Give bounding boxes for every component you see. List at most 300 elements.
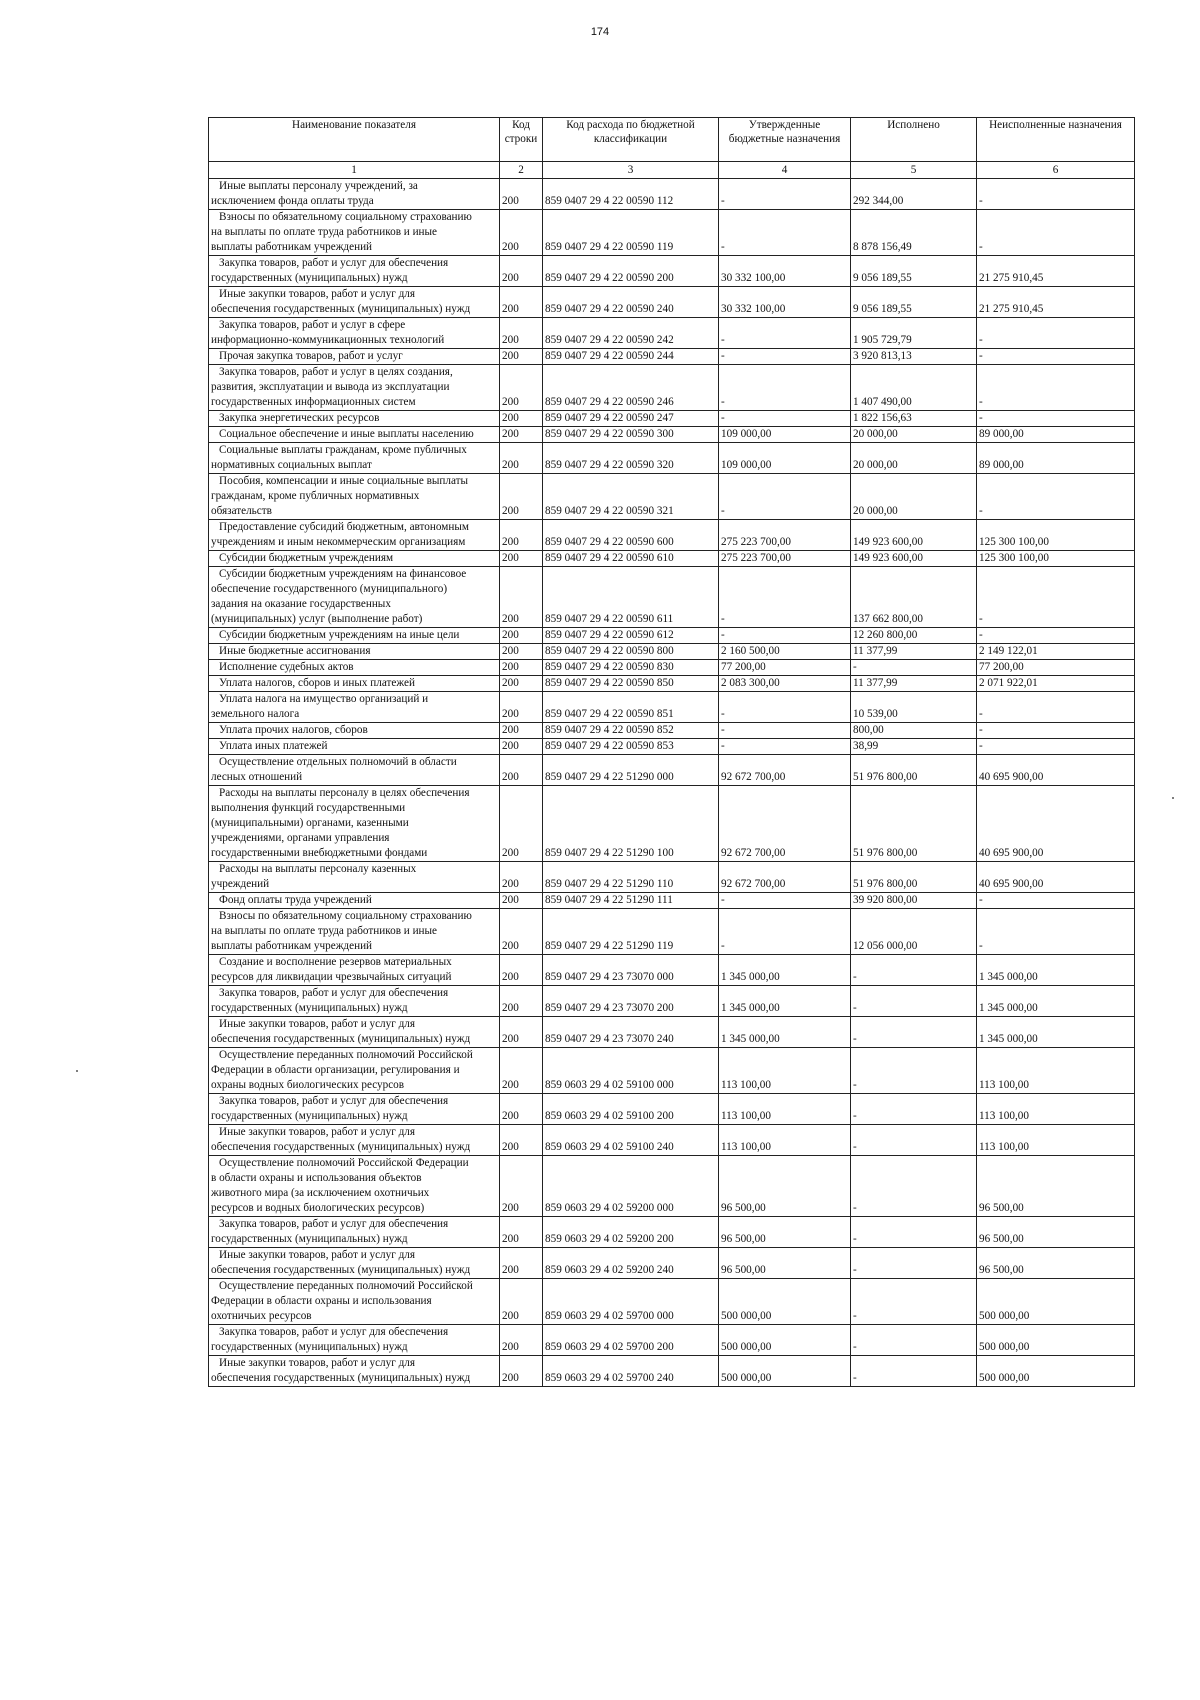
budget-classification-code: 859 0407 29 4 22 00590 853: [543, 739, 719, 755]
table-row: [209, 676, 1135, 692]
table-row: [209, 862, 1135, 893]
indicator-name-text: Закупка товаров, работ и услуг для обеспечения государственных (муниципальных) нужд: [211, 987, 449, 1014]
column-number: 4: [719, 162, 851, 179]
indicator-name: [209, 365, 500, 411]
indicator-name: [209, 411, 500, 427]
executed-amount: 1 822 156,63: [851, 411, 977, 427]
unexecuted-amount: 2 149 122,01: [977, 644, 1135, 660]
table-row: [209, 443, 1135, 474]
indicator-name-text: Взносы по обязательному социальному страхованию на выплаты по оплате труда работников и иные выплаты работникам учреждений: [211, 211, 472, 253]
header-row: [209, 118, 1135, 162]
budget-classification-code: 859 0603 29 4 02 59700 000: [543, 1279, 719, 1325]
scan-speck: [76, 1070, 78, 1072]
table-row: [209, 520, 1135, 551]
budget-classification-code: 859 0407 29 4 22 00590 119: [543, 210, 719, 256]
indicator-name-text: Закупка товаров, работ и услуг в сфере информационно-коммуникационных технологий: [211, 319, 445, 346]
budget-classification-code: 859 0603 29 4 02 59700 200: [543, 1325, 719, 1356]
indicator-name-text: Иные закупки товаров, работ и услуг для обеспечения государственных (муниципальных) нужд: [211, 1249, 471, 1276]
indicator-name: [209, 893, 500, 909]
unexecuted-amount: -: [977, 692, 1135, 723]
executed-amount: 1 905 729,79: [851, 318, 977, 349]
unexecuted-amount: -: [977, 723, 1135, 739]
budget-classification-code: 859 0407 29 4 22 00590 851: [543, 692, 719, 723]
indicator-name-text: Закупка товаров, работ и услуг для обеспечения государственных (муниципальных) нужд: [211, 257, 449, 284]
table-row: [209, 786, 1135, 862]
approved-amount: 96 500,00: [719, 1156, 851, 1217]
line-code: 200: [500, 1048, 543, 1094]
unexecuted-amount: 1 345 000,00: [977, 955, 1135, 986]
table-row: [209, 1217, 1135, 1248]
indicator-name-text: Социальные выплаты гражданам, кроме публичных нормативных социальных выплат: [211, 444, 467, 471]
indicator-name: [209, 287, 500, 318]
approved-amount: -: [719, 739, 851, 755]
approved-amount: -: [719, 318, 851, 349]
indicator-name: [209, 567, 500, 628]
approved-amount: 2 160 500,00: [719, 644, 851, 660]
unexecuted-amount: 96 500,00: [977, 1217, 1135, 1248]
indicator-name-text: Расходы на выплаты персоналу в целях обеспечения выполнения функций государственными (муниципальными) органами, казенными учреждениями, органами управления государственными внебюджетными фондами: [211, 787, 470, 859]
line-code: 200: [500, 287, 543, 318]
column-header-name: Наименование показателя: [209, 118, 500, 162]
unexecuted-amount: 113 100,00: [977, 1048, 1135, 1094]
budget-classification-code: 859 0603 29 4 02 59200 000: [543, 1156, 719, 1217]
unexecuted-amount: 40 695 900,00: [977, 862, 1135, 893]
executed-amount: 20 000,00: [851, 427, 977, 443]
table-row: [209, 365, 1135, 411]
line-code: 200: [500, 1248, 543, 1279]
budget-classification-code: 859 0603 29 4 02 59200 200: [543, 1217, 719, 1248]
approved-amount: -: [719, 567, 851, 628]
column-number: 5: [851, 162, 977, 179]
budget-classification-code: 859 0407 29 4 22 51290 119: [543, 909, 719, 955]
executed-amount: 38,99: [851, 739, 977, 755]
line-code: 200: [500, 210, 543, 256]
indicator-name: [209, 443, 500, 474]
executed-amount: 800,00: [851, 723, 977, 739]
table-row: [209, 1356, 1135, 1387]
budget-classification-code: 859 0407 29 4 23 73070 200: [543, 986, 719, 1017]
unexecuted-amount: 96 500,00: [977, 1248, 1135, 1279]
line-code: 200: [500, 1217, 543, 1248]
budget-classification-code: 859 0407 29 4 22 00590 611: [543, 567, 719, 628]
unexecuted-amount: 113 100,00: [977, 1125, 1135, 1156]
approved-amount: 2 083 300,00: [719, 676, 851, 692]
executed-amount: 12 056 000,00: [851, 909, 977, 955]
unexecuted-amount: -: [977, 893, 1135, 909]
indicator-name: [209, 1325, 500, 1356]
budget-execution-table: [208, 117, 1135, 1387]
table-row: [209, 256, 1135, 287]
indicator-name-text: Уплата иных платежей: [219, 740, 328, 752]
column-number: 3: [543, 162, 719, 179]
line-code: 200: [500, 567, 543, 628]
table-row: [209, 551, 1135, 567]
line-code: 200: [500, 551, 543, 567]
indicator-name-text: Иные бюджетные ассигнования: [219, 645, 371, 657]
indicator-name: [209, 427, 500, 443]
unexecuted-amount: 1 345 000,00: [977, 1017, 1135, 1048]
unexecuted-amount: 125 300 100,00: [977, 520, 1135, 551]
unexecuted-amount: 40 695 900,00: [977, 786, 1135, 862]
approved-amount: 109 000,00: [719, 427, 851, 443]
executed-amount: 51 976 800,00: [851, 862, 977, 893]
table-header: [209, 118, 1135, 179]
indicator-name-text: Уплата налогов, сборов и иных платежей: [219, 677, 415, 689]
line-code: 200: [500, 986, 543, 1017]
table-row: [209, 411, 1135, 427]
table-row: [209, 660, 1135, 676]
approved-amount: 1 345 000,00: [719, 986, 851, 1017]
executed-amount: -: [851, 1279, 977, 1325]
approved-amount: 96 500,00: [719, 1217, 851, 1248]
executed-amount: 51 976 800,00: [851, 786, 977, 862]
indicator-name-text: Субсидии бюджетным учреждениям: [219, 552, 394, 564]
approved-amount: 275 223 700,00: [719, 520, 851, 551]
executed-amount: 292 344,00: [851, 179, 977, 210]
indicator-name: [209, 628, 500, 644]
indicator-name-text: Пособия, компенсации и иные социальные выплаты гражданам, кроме публичных нормативных обязательств: [211, 475, 469, 517]
budget-classification-code: 859 0407 29 4 23 73070 240: [543, 1017, 719, 1048]
indicator-name-text: Закупка товаров, работ и услуг для обеспечения государственных (муниципальных) нужд: [211, 1218, 449, 1245]
indicator-name-text: Закупка товаров, работ и услуг для обеспечения государственных (муниципальных) нужд: [211, 1095, 449, 1122]
budget-classification-code: 859 0407 29 4 22 00590 852: [543, 723, 719, 739]
budget-classification-code: 859 0407 29 4 22 51290 110: [543, 862, 719, 893]
table-row: [209, 427, 1135, 443]
unexecuted-amount: 40 695 900,00: [977, 755, 1135, 786]
table-row: [209, 644, 1135, 660]
approved-amount: -: [719, 692, 851, 723]
approved-amount: 1 345 000,00: [719, 955, 851, 986]
budget-classification-code: 859 0407 29 4 22 00590 321: [543, 474, 719, 520]
line-code: 200: [500, 676, 543, 692]
executed-amount: 11 377,99: [851, 644, 977, 660]
approved-amount: 113 100,00: [719, 1048, 851, 1094]
indicator-name-text: Осуществление переданных полномочий Российской Федерации в области организации, регулирования и охраны водных биологических ресурсов: [211, 1049, 473, 1091]
column-header-approved: Утвержденные бюджетные назначения: [719, 118, 851, 162]
unexecuted-amount: -: [977, 179, 1135, 210]
indicator-name: [209, 955, 500, 986]
line-code: 200: [500, 411, 543, 427]
executed-amount: -: [851, 1048, 977, 1094]
executed-amount: 149 923 600,00: [851, 551, 977, 567]
line-code: 200: [500, 723, 543, 739]
executed-amount: 149 923 600,00: [851, 520, 977, 551]
column-header-line-code: Код строки: [500, 118, 543, 162]
indicator-name-text: Иные закупки товаров, работ и услуг для обеспечения государственных (муниципальных) нужд: [211, 1357, 471, 1384]
indicator-name-text: Иные закупки товаров, работ и услуг для обеспечения государственных (муниципальных) нужд: [211, 288, 471, 315]
column-number: 6: [977, 162, 1135, 179]
budget-classification-code: 859 0407 29 4 22 00590 240: [543, 287, 719, 318]
indicator-name: [209, 909, 500, 955]
budget-classification-code: 859 0603 29 4 02 59100 240: [543, 1125, 719, 1156]
column-number: 2: [500, 162, 543, 179]
table-row: [209, 210, 1135, 256]
unexecuted-amount: -: [977, 349, 1135, 365]
indicator-name-text: Прочая закупка товаров, работ и услуг: [219, 350, 403, 362]
approved-amount: 275 223 700,00: [719, 551, 851, 567]
indicator-name-text: Создание и восполнение резервов материальных ресурсов для ликвидации чрезвычайных ситуаций: [211, 956, 452, 983]
indicator-name-text: Субсидии бюджетным учреждениям на иные цели: [219, 629, 460, 641]
indicator-name-text: Исполнение судебных актов: [219, 661, 354, 673]
budget-classification-code: 859 0603 29 4 02 59700 240: [543, 1356, 719, 1387]
indicator-name: [209, 1017, 500, 1048]
budget-classification-code: 859 0407 29 4 22 00590 610: [543, 551, 719, 567]
line-code: 200: [500, 349, 543, 365]
indicator-name-text: Расходы на выплаты персоналу казенных учреждений: [211, 863, 417, 890]
indicator-name: [209, 551, 500, 567]
approved-amount: 92 672 700,00: [719, 755, 851, 786]
approved-amount: -: [719, 210, 851, 256]
line-code: 200: [500, 644, 543, 660]
indicator-name: [209, 644, 500, 660]
line-code: 200: [500, 1156, 543, 1217]
approved-amount: 30 332 100,00: [719, 287, 851, 318]
budget-classification-code: 859 0407 29 4 22 00590 247: [543, 411, 719, 427]
indicator-name-text: Предоставление субсидий бюджетным, автономным учреждениям и иным некоммерческим организациям: [211, 521, 469, 548]
budget-classification-code: 859 0407 29 4 22 00590 800: [543, 644, 719, 660]
indicator-name: [209, 1048, 500, 1094]
unexecuted-amount: 1 345 000,00: [977, 986, 1135, 1017]
executed-amount: 8 878 156,49: [851, 210, 977, 256]
approved-amount: 113 100,00: [719, 1094, 851, 1125]
table-row: [209, 955, 1135, 986]
unexecuted-amount: 96 500,00: [977, 1156, 1135, 1217]
unexecuted-amount: 77 200,00: [977, 660, 1135, 676]
executed-amount: 10 539,00: [851, 692, 977, 723]
indicator-name-text: Уплата прочих налогов, сборов: [219, 724, 368, 736]
indicator-name: [209, 179, 500, 210]
column-header-budget-code: Код расхода по бюджетной классификации: [543, 118, 719, 162]
executed-amount: -: [851, 986, 977, 1017]
table-row: [209, 179, 1135, 210]
table-row: [209, 349, 1135, 365]
line-code: 200: [500, 1017, 543, 1048]
executed-amount: -: [851, 1217, 977, 1248]
approved-amount: -: [719, 893, 851, 909]
indicator-name-text: Закупка товаров, работ и услуг в целях создания, развития, эксплуатации и вывода из эксплуатации государственных информационных систем: [211, 366, 453, 408]
executed-amount: -: [851, 1017, 977, 1048]
executed-amount: -: [851, 1156, 977, 1217]
indicator-name: [209, 1356, 500, 1387]
budget-classification-code: 859 0407 29 4 22 00590 112: [543, 179, 719, 210]
indicator-name: [209, 692, 500, 723]
approved-amount: 96 500,00: [719, 1248, 851, 1279]
line-code: 200: [500, 755, 543, 786]
unexecuted-amount: 21 275 910,45: [977, 287, 1135, 318]
executed-amount: 137 662 800,00: [851, 567, 977, 628]
budget-classification-code: 859 0407 29 4 22 51290 111: [543, 893, 719, 909]
unexecuted-amount: 125 300 100,00: [977, 551, 1135, 567]
table-row: [209, 755, 1135, 786]
indicator-name-text: Иные закупки товаров, работ и услуг для обеспечения государственных (муниципальных) нужд: [211, 1018, 471, 1045]
indicator-name: [209, 1279, 500, 1325]
executed-amount: -: [851, 1325, 977, 1356]
indicator-name: [209, 660, 500, 676]
approved-amount: -: [719, 723, 851, 739]
indicator-name: [209, 739, 500, 755]
line-code: 200: [500, 909, 543, 955]
budget-classification-code: 859 0407 29 4 22 00590 200: [543, 256, 719, 287]
indicator-name-text: Социальное обеспечение и иные выплаты населению: [219, 428, 474, 440]
unexecuted-amount: 500 000,00: [977, 1325, 1135, 1356]
approved-amount: 1 345 000,00: [719, 1017, 851, 1048]
table-body: [209, 179, 1135, 1387]
approved-amount: 500 000,00: [719, 1325, 851, 1356]
table-row: [209, 567, 1135, 628]
budget-classification-code: 859 0603 29 4 02 59100 200: [543, 1094, 719, 1125]
line-code: 200: [500, 1325, 543, 1356]
indicator-name-text: Взносы по обязательному социальному страхованию на выплаты по оплате труда работников и иные выплаты работникам учреждений: [211, 910, 472, 952]
executed-amount: 39 920 800,00: [851, 893, 977, 909]
budget-classification-code: 859 0407 29 4 22 00590 300: [543, 427, 719, 443]
unexecuted-amount: 89 000,00: [977, 427, 1135, 443]
indicator-name: [209, 986, 500, 1017]
unexecuted-amount: -: [977, 474, 1135, 520]
indicator-name: [209, 520, 500, 551]
indicator-name-text: Осуществление полномочий Российской Федерации в области охраны и использования объектов животного мира (за исключением охотничьих ресурсов и водных биологических ресурсов): [211, 1157, 469, 1214]
executed-amount: 9 056 189,55: [851, 287, 977, 318]
unexecuted-amount: -: [977, 365, 1135, 411]
executed-amount: -: [851, 1094, 977, 1125]
budget-classification-code: 859 0407 29 4 22 00590 244: [543, 349, 719, 365]
approved-amount: 30 332 100,00: [719, 256, 851, 287]
unexecuted-amount: 21 275 910,45: [977, 256, 1135, 287]
approved-amount: 500 000,00: [719, 1279, 851, 1325]
approved-amount: 109 000,00: [719, 443, 851, 474]
indicator-name: [209, 862, 500, 893]
unexecuted-amount: 113 100,00: [977, 1094, 1135, 1125]
indicator-name: [209, 474, 500, 520]
table-row: [209, 893, 1135, 909]
executed-amount: 1 407 490,00: [851, 365, 977, 411]
table-row: [209, 723, 1135, 739]
unexecuted-amount: -: [977, 567, 1135, 628]
line-code: 200: [500, 660, 543, 676]
unexecuted-amount: -: [977, 411, 1135, 427]
approved-amount: 500 000,00: [719, 1356, 851, 1387]
indicator-name: [209, 1156, 500, 1217]
table-row: [209, 1325, 1135, 1356]
indicator-name-text: Уплата налога на имущество организаций и земельного налога: [211, 693, 429, 720]
executed-amount: 9 056 189,55: [851, 256, 977, 287]
indicator-name: [209, 210, 500, 256]
executed-amount: -: [851, 1248, 977, 1279]
budget-classification-code: 859 0407 29 4 22 00590 850: [543, 676, 719, 692]
table-row: [209, 1048, 1135, 1094]
line-code: 200: [500, 1356, 543, 1387]
line-code: 200: [500, 318, 543, 349]
line-code: 200: [500, 1094, 543, 1125]
approved-amount: -: [719, 365, 851, 411]
line-code: 200: [500, 443, 543, 474]
line-code: 200: [500, 520, 543, 551]
indicator-name: [209, 1217, 500, 1248]
executed-amount: -: [851, 955, 977, 986]
line-code: 200: [500, 862, 543, 893]
line-code: 200: [500, 427, 543, 443]
indicator-name-text: Осуществление переданных полномочий Российской Федерации в области охраны и использования охотничьих ресурсов: [211, 1280, 473, 1322]
unexecuted-amount: 2 071 922,01: [977, 676, 1135, 692]
table-row: [209, 909, 1135, 955]
approved-amount: 113 100,00: [719, 1125, 851, 1156]
indicator-name-text: Осуществление отдельных полномочий в области лесных отношений: [211, 756, 457, 783]
indicator-name-text: Субсидии бюджетным учреждениям на финансовое обеспечение государственного (муниципального) задания на оказание государственных (муниципальных) услуг (выполнение работ): [211, 568, 467, 625]
indicator-name: [209, 1248, 500, 1279]
approved-amount: -: [719, 474, 851, 520]
line-code: 200: [500, 739, 543, 755]
budget-classification-code: 859 0407 29 4 23 73070 000: [543, 955, 719, 986]
budget-classification-code: 859 0407 29 4 22 00590 242: [543, 318, 719, 349]
indicator-name-text: Иные выплаты персоналу учреждений, за исключением фонда оплаты труда: [211, 180, 418, 207]
budget-classification-code: 859 0603 29 4 02 59100 000: [543, 1048, 719, 1094]
budget-classification-code: 859 0407 29 4 22 00590 600: [543, 520, 719, 551]
approved-amount: -: [719, 349, 851, 365]
unexecuted-amount: 500 000,00: [977, 1279, 1135, 1325]
indicator-name-text: Закупка энергетических ресурсов: [219, 412, 380, 424]
table-row: [209, 1094, 1135, 1125]
line-code: 200: [500, 1125, 543, 1156]
approved-amount: 92 672 700,00: [719, 862, 851, 893]
table-row: [209, 692, 1135, 723]
executed-amount: 3 920 813,13: [851, 349, 977, 365]
executed-amount: 12 260 800,00: [851, 628, 977, 644]
budget-classification-code: 859 0407 29 4 22 51290 100: [543, 786, 719, 862]
unexecuted-amount: -: [977, 210, 1135, 256]
indicator-name: [209, 256, 500, 287]
column-number-row: [209, 162, 1135, 179]
budget-classification-code: 859 0407 29 4 22 00590 246: [543, 365, 719, 411]
table-row: [209, 986, 1135, 1017]
table-row: [209, 318, 1135, 349]
column-number: 1: [209, 162, 500, 179]
unexecuted-amount: -: [977, 628, 1135, 644]
table-row: [209, 474, 1135, 520]
indicator-name: [209, 1125, 500, 1156]
approved-amount: -: [719, 179, 851, 210]
table-row: [209, 1156, 1135, 1217]
table-row: [209, 1017, 1135, 1048]
scan-speck: [1172, 797, 1174, 799]
executed-amount: 11 377,99: [851, 676, 977, 692]
line-code: 200: [500, 955, 543, 986]
budget-classification-code: 859 0407 29 4 22 00590 320: [543, 443, 719, 474]
table-row: [209, 628, 1135, 644]
executed-amount: 51 976 800,00: [851, 755, 977, 786]
indicator-name: [209, 676, 500, 692]
line-code: 200: [500, 179, 543, 210]
line-code: 200: [500, 1279, 543, 1325]
approved-amount: -: [719, 628, 851, 644]
line-code: 200: [500, 256, 543, 287]
executed-amount: 20 000,00: [851, 474, 977, 520]
executed-amount: -: [851, 660, 977, 676]
unexecuted-amount: -: [977, 909, 1135, 955]
unexecuted-amount: -: [977, 318, 1135, 349]
column-header-executed: Исполнено: [851, 118, 977, 162]
line-code: 200: [500, 893, 543, 909]
table-row: [209, 1248, 1135, 1279]
approved-amount: -: [719, 909, 851, 955]
indicator-name: [209, 318, 500, 349]
approved-amount: -: [719, 411, 851, 427]
table-row: [209, 1279, 1135, 1325]
indicator-name: [209, 1094, 500, 1125]
executed-amount: 20 000,00: [851, 443, 977, 474]
line-code: 200: [500, 628, 543, 644]
indicator-name-text: Закупка товаров, работ и услуг для обеспечения государственных (муниципальных) нужд: [211, 1326, 449, 1353]
table-row: [209, 739, 1135, 755]
indicator-name: [209, 786, 500, 862]
